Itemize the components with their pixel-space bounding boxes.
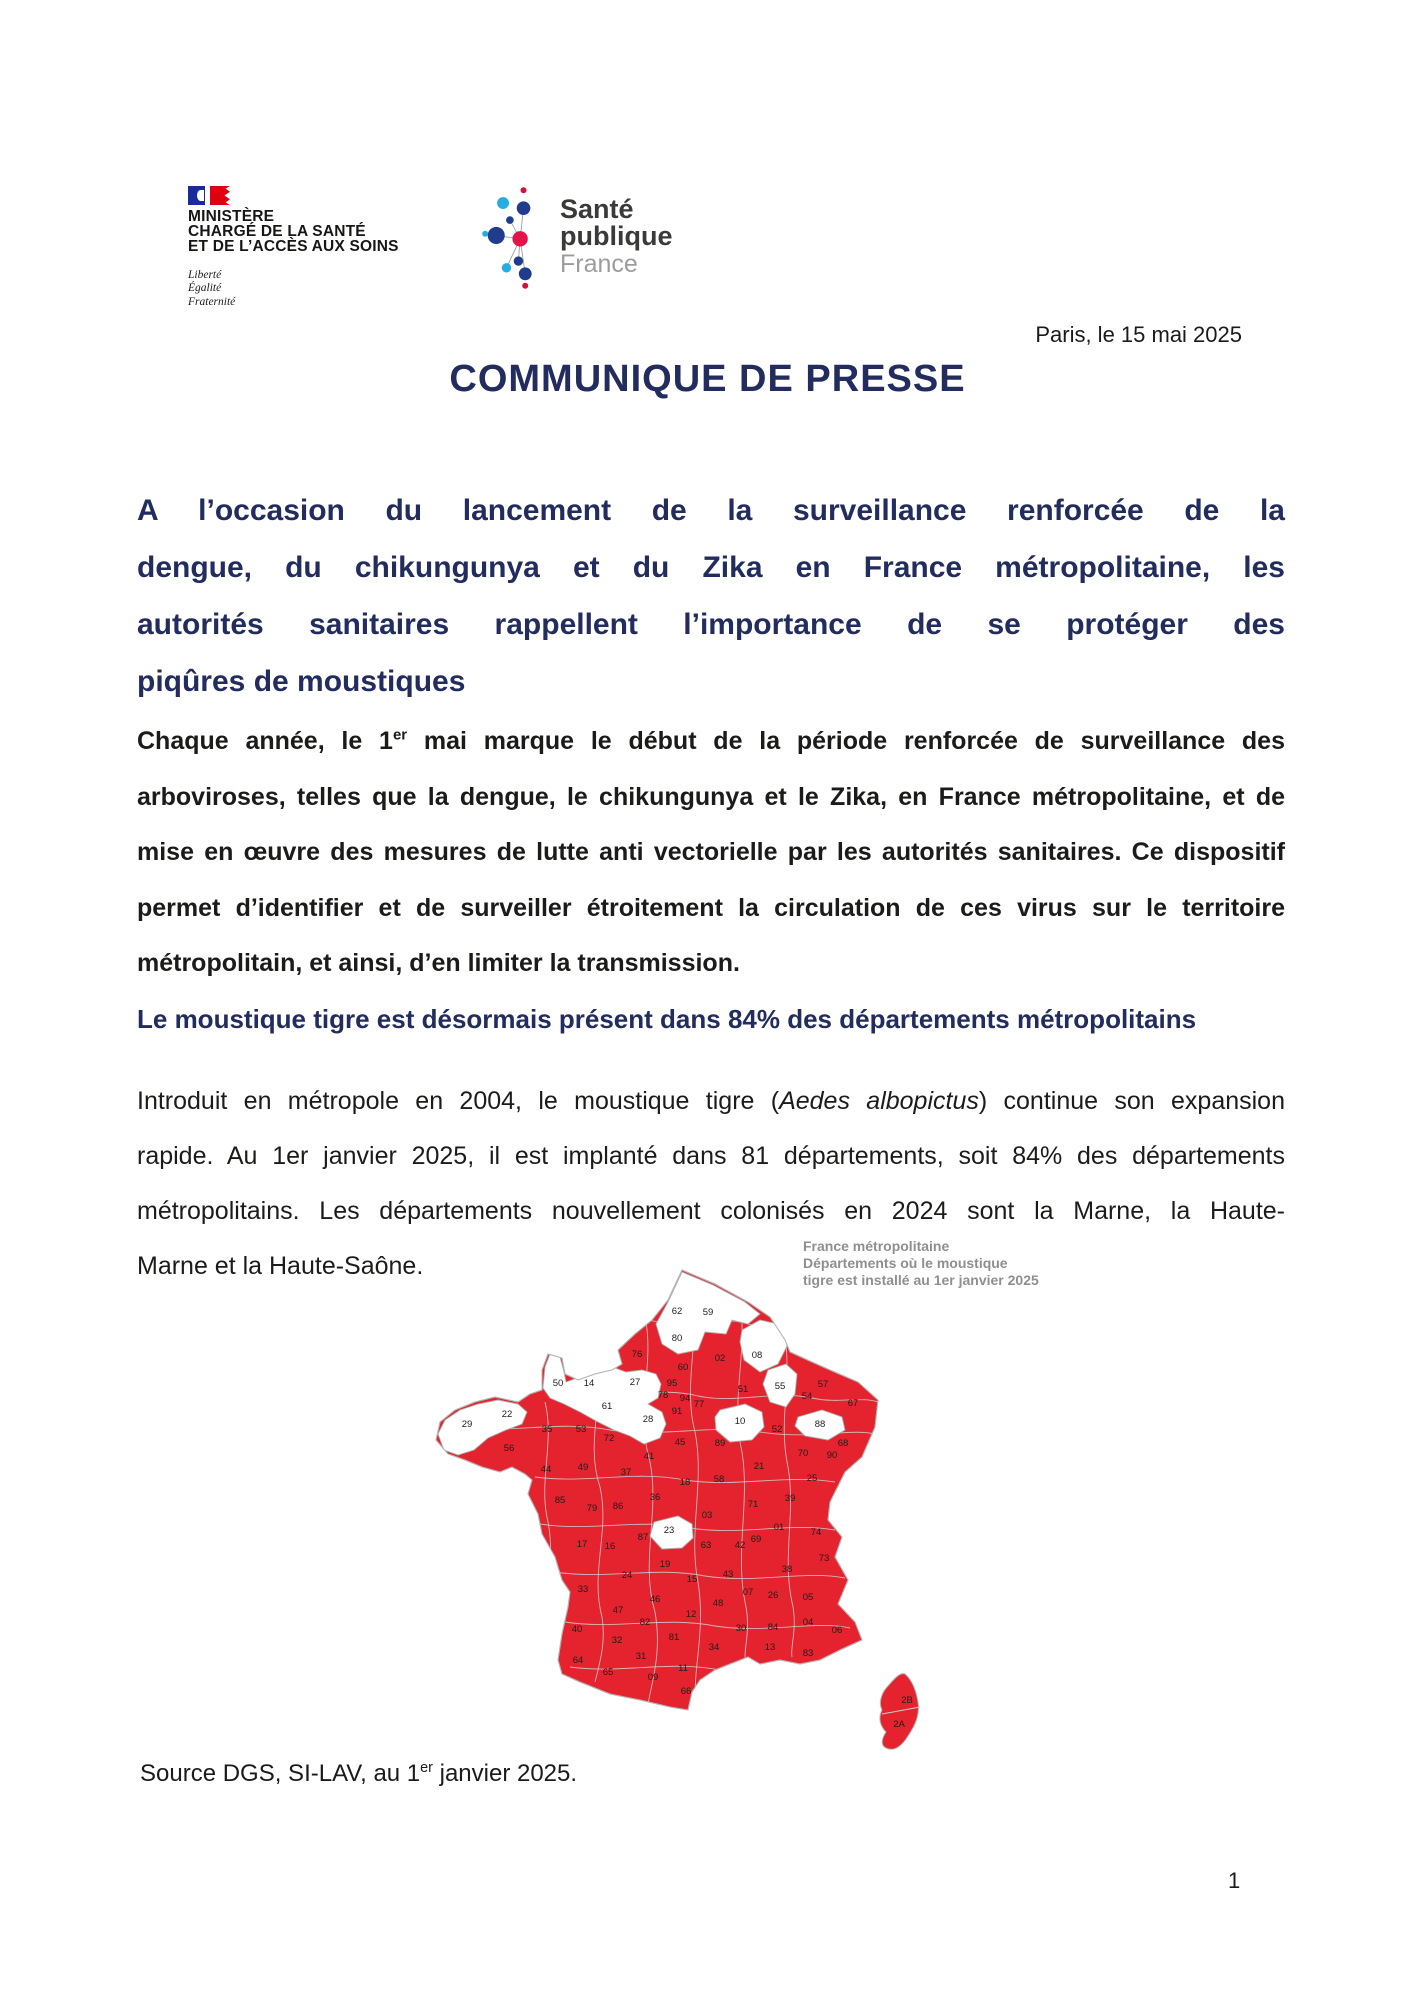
department-label-67: 67: [847, 1398, 859, 1409]
intro-line: Chaque année, le 1er mai marque le début de la période renforcée de surveillance des: [137, 726, 1285, 755]
department-label-30: 30: [735, 1623, 747, 1634]
department-label-32: 32: [611, 1635, 623, 1646]
department-label-09: 09: [647, 1672, 659, 1683]
ministry-name-line2: CHARGÉ DE LA SANTÉ: [188, 223, 366, 241]
expansion-line: rapide. Au 1er janvier 2025, il est implanté dans 81 départements, soit 84% des départements: [137, 1142, 1285, 1170]
map-legend-title: France métropolitaine: [803, 1238, 950, 1254]
department-label-24: 24: [621, 1570, 633, 1581]
department-label-90: 90: [826, 1450, 838, 1461]
department-label-38: 38: [781, 1564, 793, 1575]
department-label-68: 68: [837, 1438, 849, 1449]
headline-line: dengue, du chikungunya et du Zika en France métropolitaine, les: [137, 551, 1285, 584]
department-label-95: 95: [666, 1378, 678, 1389]
department-label-65: 65: [602, 1667, 614, 1678]
expansion-paragraph: [137, 1074, 1285, 1294]
department-label-76: 76: [631, 1349, 643, 1360]
spf-word-publique: publique: [560, 221, 673, 251]
intro-paragraph: [137, 714, 1285, 992]
department-label-82: 82: [639, 1617, 651, 1628]
department-label-79: 79: [586, 1503, 598, 1514]
department-label-56: 56: [503, 1443, 515, 1454]
map-legend-subtitle: Départements où le moustique tigre est installé au 1er janvier 2025: [803, 1255, 1039, 1288]
superscript-er: er: [420, 1760, 433, 1776]
department-label-53: 53: [575, 1424, 587, 1435]
sante-publique-france-logo: [478, 186, 672, 290]
department-label-25: 25: [806, 1473, 818, 1484]
spf-word-sante: Santé: [560, 194, 634, 224]
department-label-2B: 2B: [901, 1695, 913, 1706]
department-label-19: 19: [659, 1559, 671, 1570]
department-label-47: 47: [612, 1605, 624, 1616]
department-label-57: 57: [817, 1379, 829, 1390]
department-label-48: 48: [712, 1598, 724, 1609]
department-label-05: 05: [802, 1592, 814, 1603]
department-label-12: 12: [685, 1609, 697, 1620]
department-label-2A: 2A: [893, 1719, 905, 1730]
department-label-78: 78: [657, 1390, 669, 1401]
section-heading: Le moustique tigre est désormais présent dans 84% des départements métropolitains: [137, 1004, 1197, 1034]
department-label-04: 04: [802, 1617, 814, 1628]
expansion-line: Marne et la Haute-Saône.: [137, 1252, 424, 1280]
department-label-40: 40: [571, 1624, 583, 1635]
expansion-line: métropolitains. Les départements nouvellement colonisés en 2024 sont la Marne, la Haute-: [137, 1197, 1285, 1225]
department-label-80: 80: [671, 1333, 683, 1344]
species-name-italic: Aedes albopictus: [779, 1087, 979, 1115]
department-label-16: 16: [604, 1541, 616, 1552]
department-label-73: 73: [818, 1553, 830, 1564]
department-label-23: 23: [663, 1525, 675, 1536]
french-flag-icon: [188, 186, 234, 205]
department-label-74: 74: [810, 1527, 822, 1538]
motto-fraternite: Fraternité: [188, 295, 236, 308]
department-label-54: 54: [801, 1391, 813, 1402]
headline-line: autorités sanitaires rappellent l’importance de se protéger des: [137, 608, 1285, 641]
department-label-26: 26: [767, 1590, 779, 1601]
ministry-name-line1: MINISTÈRE: [188, 208, 275, 225]
headline-line: A l’occasion du lancement de la surveillance renforcée de la: [137, 494, 1285, 527]
department-label-62: 62: [671, 1306, 683, 1317]
department-label-21: 21: [753, 1461, 765, 1472]
department-label-17: 17: [576, 1539, 588, 1550]
department-label-27: 27: [629, 1377, 641, 1388]
department-label-39: 39: [784, 1493, 796, 1504]
department-label-22: 22: [501, 1409, 513, 1420]
expansion-line: Introduit en métropole en 2004, le moustique tigre (Aedes albopictus) continue son expansion: [137, 1087, 1285, 1115]
spf-word-france: France: [560, 250, 638, 278]
department-label-60: 60: [677, 1362, 689, 1373]
department-label-49: 49: [577, 1462, 589, 1473]
department-label-87: 87: [637, 1532, 649, 1543]
department-label-81: 81: [668, 1632, 680, 1643]
department-label-36: 36: [649, 1492, 661, 1503]
spf-network-icon: [478, 186, 552, 290]
department-label-69: 69: [750, 1534, 762, 1545]
intro-line: mise en œuvre des mesures de lutte anti vectorielle par les autorités sanitaires. Ce dispositif: [137, 838, 1285, 866]
department-label-31: 31: [635, 1651, 647, 1662]
ministry-name-line3: ET DE L’ACCÈS AUX SOINS: [188, 238, 399, 256]
intro-line: métropolitain, et ainsi, d’en limiter la transmission.: [137, 949, 740, 977]
department-label-29: 29: [461, 1419, 473, 1430]
department-label-77: 77: [693, 1399, 705, 1410]
department-label-18: 18: [679, 1477, 691, 1488]
doc-title: COMMUNIQUE DE PRESSE: [449, 358, 966, 400]
department-label-37: 37: [620, 1467, 632, 1478]
department-label-44: 44: [540, 1464, 552, 1475]
map-corsica: [880, 1674, 919, 1750]
department-label-50: 50: [552, 1378, 564, 1389]
department-label-33: 33: [577, 1584, 589, 1595]
department-label-02: 02: [714, 1353, 726, 1364]
department-label-52: 52: [771, 1424, 783, 1435]
department-label-14: 14: [583, 1378, 595, 1389]
motto-liberte: Liberté: [188, 268, 222, 281]
department-label-72: 72: [603, 1433, 615, 1444]
department-label-71: 71: [747, 1499, 759, 1510]
department-label-59: 59: [702, 1307, 714, 1318]
department-label-41: 41: [643, 1451, 655, 1462]
department-label-89: 89: [714, 1438, 726, 1449]
department-label-03: 03: [701, 1510, 713, 1521]
department-label-61: 61: [601, 1401, 613, 1412]
department-label-88: 88: [814, 1419, 826, 1430]
department-label-42: 42: [734, 1540, 746, 1551]
department-label-28: 28: [642, 1414, 654, 1425]
department-label-86: 86: [612, 1501, 624, 1512]
motto-egalite: Égalité: [188, 282, 222, 295]
department-label-70: 70: [797, 1448, 809, 1459]
department-label-15: 15: [686, 1574, 698, 1585]
source-line: Source DGS, SI-LAV, au 1er janvier 2025.: [140, 1760, 578, 1787]
department-label-11: 11: [678, 1663, 688, 1674]
republic-motto: [188, 269, 428, 310]
department-label-10: 10: [734, 1416, 746, 1427]
superscript-er: er: [392, 726, 408, 744]
department-label-66: 66: [680, 1686, 692, 1697]
france-map: [430, 1262, 940, 1762]
headline: [137, 482, 1285, 710]
department-label-55: 55: [774, 1381, 786, 1392]
intro-line: permet d’identifier et de surveiller étroitement la circulation de ces virus sur le territoire: [137, 893, 1285, 922]
department-label-45: 45: [674, 1437, 686, 1448]
department-label-64: 64: [572, 1655, 584, 1666]
department-label-43: 43: [722, 1569, 734, 1580]
ministry-logo: [188, 186, 428, 309]
date-line: Paris, le 15 mai 2025: [1035, 322, 1242, 347]
page-number: 1: [1228, 1868, 1241, 1893]
department-label-85: 85: [554, 1495, 566, 1506]
department-label-84: 84: [767, 1622, 779, 1633]
department-label-83: 83: [802, 1648, 814, 1659]
department-label-35: 35: [541, 1424, 553, 1435]
intro-line: arboviroses, telles que la dengue, le chikungunya et le Zika, en France métropolitaine, et de: [137, 782, 1285, 811]
department-label-63: 63: [700, 1540, 712, 1551]
department-label-13: 13: [764, 1642, 776, 1653]
department-label-34: 34: [708, 1642, 720, 1653]
department-label-46: 46: [649, 1594, 661, 1605]
department-label-08: 08: [751, 1350, 763, 1361]
department-label-06: 06: [831, 1625, 843, 1636]
department-label-94: 94: [679, 1393, 691, 1404]
department-label-01: 01: [773, 1522, 785, 1533]
department-label-51: 51: [737, 1384, 749, 1395]
department-label-07: 07: [742, 1587, 754, 1598]
department-label-58: 58: [713, 1474, 725, 1485]
department-label-91: 91: [671, 1406, 683, 1417]
headline-line: piqûres de moustiques: [137, 665, 466, 698]
